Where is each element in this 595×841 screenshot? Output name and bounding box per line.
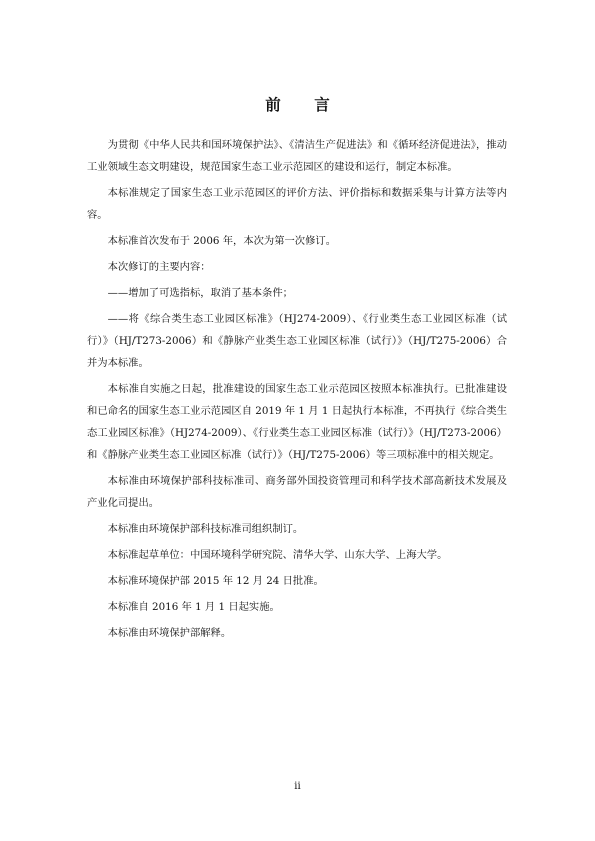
paragraph-effective-date: 本标准自 2016 年 1 月 1 日起实施。 [107, 601, 280, 613]
body-text [87, 134, 507, 648]
paragraph-revision-intro: 本次修订的主要内容： [107, 261, 211, 273]
paragraph-implementation: 本标准自实施之日起，批准建设的国家生态工业示范园区按照本标准执行。已批准建设和已命名的国家生态工业示范园区自 2019 年 1 月 1 日起执行本标准，不再执行《综合类生态工业园区标准》（HJ274-2009）、《行业类生态工业园区标准（试行）》（HJ/T273-2006）和《静脉产业类生态工业园区标准（试行）》（HJ/T275-2006）等三项标准中的相关规定。 [87, 383, 507, 461]
paragraph-revision-item-2: ——将《综合类生态工业园区标准》（HJ274-2009）、《行业类生态工业园区标准（试行）》（HJ/T273-2006）和《静脉产业类生态工业园区标准（试行）》（HJ/T275-2006）合并为本标准。 [87, 313, 507, 369]
paragraph-drafting-units: 本标准起草单位：中国环境科学研究院、清华大学、山东大学、上海大学。 [107, 549, 448, 561]
paragraph-first-release: 本标准首次发布于 2006 年，本次为第一次修订。 [107, 235, 336, 247]
paragraph-scope: 本标准规定了国家生态工业示范园区的评价方法、评价指标和数据采集与计算方法等内容。 [87, 187, 507, 221]
page-title: 前 言 [265, 95, 344, 114]
paragraph-proposed-by: 本标准由环境保护部科技标准司、商务部外国投资管理司和科学技术部高新技术发展及产业化司提出。 [87, 475, 507, 509]
page-number: ii [294, 781, 301, 792]
paragraph-purpose: 为贯彻《中华人民共和国环境保护法》、《清洁生产促进法》和《循环经济促进法》，推动工业领域生态文明建设，规范国家生态工业示范园区的建设和运行，制定本标准。 [87, 139, 507, 173]
paragraph-interpretation: 本标准由环境保护部解释。 [107, 627, 232, 639]
paragraph-approval-date: 本标准环境保护部 2015 年 12 月 24 日批准。 [107, 575, 324, 587]
paragraph-organized-by: 本标准由环境保护部科技标准司组织制订。 [107, 523, 304, 535]
paragraph-revision-item-1: ——增加了可选指标，取消了基本条件； [107, 287, 293, 299]
